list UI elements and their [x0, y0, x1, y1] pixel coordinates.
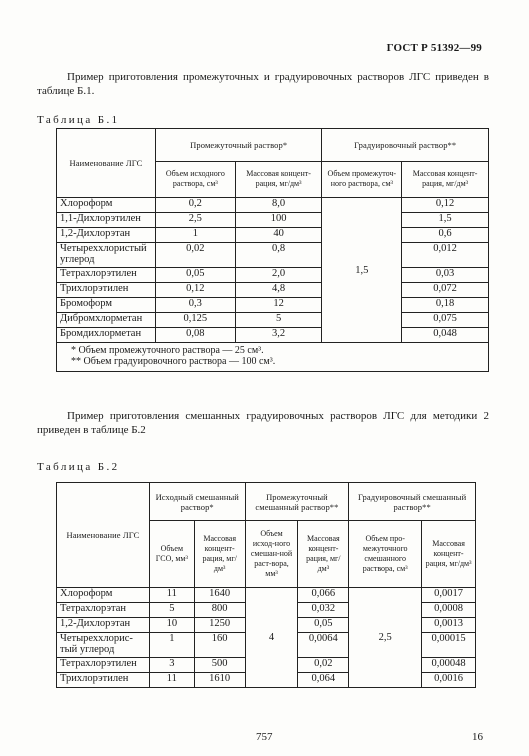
document-header: ГОСТ Р 51392—99	[386, 42, 482, 54]
t1-group-intermediate: Промежуточный раствор*	[155, 129, 321, 162]
t1-cell-volume: 2,5	[155, 213, 235, 228]
table-row	[57, 283, 489, 298]
t1-cell-grad: 0,6	[402, 228, 489, 243]
t1-footnotes	[57, 343, 489, 372]
t2-merged-intermediate-volume: 2,5	[349, 588, 422, 688]
intro-paragraph-1: Пример приготовления промежуточных и градуировочных растворов ЛГС приведен в таблице Б.1.	[37, 71, 489, 97]
t1-sub-concentration: Массовая концент-рация, мг/дм³	[235, 161, 322, 197]
t2-cell-conc1: 1610	[194, 673, 245, 688]
t1-cell-grad: 0,048	[402, 328, 489, 343]
table-b1	[56, 128, 489, 372]
t2-sub-volume-gso: Объем ГСО, мм³	[149, 521, 194, 588]
t1-cell-grad: 0,12	[402, 198, 489, 213]
table-row	[57, 328, 489, 343]
t2-cell-gso: 1	[149, 633, 194, 658]
t1-group-graduation: Градуировочный раствор**	[322, 129, 489, 162]
t1-cell-grad: 0,012	[402, 243, 489, 268]
t1-cell-name: Бромдихлорметан	[57, 328, 156, 343]
t1-cell-name: Трихлорэтилен	[57, 283, 156, 298]
t1-cell-volume: 0,02	[155, 243, 235, 268]
t1-cell-name: Тетрахлорэтилен	[57, 268, 156, 283]
t2-cell-conc3: 0,0016	[422, 673, 476, 688]
t1-cell-name: 1,1-Дихлорэтилен	[57, 213, 156, 228]
t1-cell-grad: 1,5	[402, 213, 489, 228]
t2-merged-source-volume: 4	[245, 588, 298, 688]
t2-col-name-header: Наименование ЛГС	[57, 483, 150, 588]
t1-cell-concentration: 40	[235, 228, 322, 243]
t2-group-source: Исходный смешанный раствор*	[149, 483, 245, 521]
t2-cell-conc2: 0,05	[298, 618, 349, 633]
t1-cell-name: 1,2-Дихлорэтан	[57, 228, 156, 243]
t2-group-graduation: Градуировочный смешанный раствор**	[349, 483, 476, 521]
t2-cell-conc1: 160	[194, 633, 245, 658]
t2-cell-name: 1,2-Дихлорэтан	[57, 618, 150, 633]
t2-cell-conc3: 0,00015	[422, 633, 476, 658]
t1-cell-concentration: 100	[235, 213, 322, 228]
t2-cell-conc1: 1250	[194, 618, 245, 633]
table-row	[57, 213, 489, 228]
t2-sub-concentration-1: Массовая концент-рация, мг/дм³	[194, 521, 245, 588]
t1-sub-volume-intermediate: Объем промежуточ-ного раствора, см³	[322, 161, 402, 197]
t2-cell-name: Четыреххлорис-тый углерод	[57, 633, 150, 658]
t1-cell-volume: 0,2	[155, 198, 235, 213]
table-b2	[56, 482, 476, 688]
table2-caption: Таблица Б.2	[37, 461, 120, 473]
t1-cell-grad: 0,072	[402, 283, 489, 298]
table-row	[57, 298, 489, 313]
t1-cell-concentration: 0,8	[235, 243, 322, 268]
t2-cell-conc1: 500	[194, 658, 245, 673]
t1-cell-name: Бромоформ	[57, 298, 156, 313]
t2-cell-name: Тетрахлорэтилен	[57, 658, 150, 673]
t2-cell-conc2: 0,064	[298, 673, 349, 688]
t2-cell-conc3: 0,0017	[422, 588, 476, 603]
t2-cell-gso: 10	[149, 618, 194, 633]
t1-cell-concentration: 3,2	[235, 328, 322, 343]
t2-cell-conc1: 1640	[194, 588, 245, 603]
t1-cell-volume: 0,125	[155, 313, 235, 328]
t2-cell-gso: 5	[149, 603, 194, 618]
t2-cell-conc3: 0,00048	[422, 658, 476, 673]
t1-cell-name: Четыреххлористый углерод	[57, 243, 156, 268]
t1-cell-grad: 0,03	[402, 268, 489, 283]
table-row	[57, 588, 476, 603]
table-row	[57, 198, 489, 213]
t1-cell-concentration: 8,0	[235, 198, 322, 213]
t2-cell-conc2: 0,0064	[298, 633, 349, 658]
t2-cell-conc3: 0,0008	[422, 603, 476, 618]
t2-sub-concentration-2: Массовая концент-рация, мг/дм³	[298, 521, 349, 588]
table1-caption: Таблица Б.1	[37, 114, 120, 126]
t2-cell-conc2: 0,032	[298, 603, 349, 618]
table-row	[57, 228, 489, 243]
t1-cell-volume: 0,05	[155, 268, 235, 283]
t2-cell-conc1: 800	[194, 603, 245, 618]
t2-sub-volume-intermediate: Объем про-межуточного смешанного раствора, см³	[349, 521, 422, 588]
t2-cell-conc2: 0,02	[298, 658, 349, 673]
intro-paragraph-2: Пример приготовления смешанных градуировочных растворов ЛГС для методики 2 приведен в таблице Б.2	[37, 410, 489, 436]
t1-footnote-1: * Объем промежуточного раствора — 25 см³.	[71, 345, 264, 356]
t2-cell-gso: 11	[149, 588, 194, 603]
t1-cell-grad: 0,075	[402, 313, 489, 328]
t1-sub-concentration-grad: Массовая концент-рация, мг/дм³	[402, 161, 489, 197]
t1-cell-volume: 0,12	[155, 283, 235, 298]
t2-group-intermediate: Промежуточный смешанный раствор**	[245, 483, 349, 521]
t1-cell-concentration: 4,8	[235, 283, 322, 298]
table-row	[57, 268, 489, 283]
t2-cell-gso: 3	[149, 658, 194, 673]
table-row	[57, 243, 489, 268]
t1-cell-concentration: 12	[235, 298, 322, 313]
t1-cell-name: Дибромхлорметан	[57, 313, 156, 328]
t1-cell-name: Хлороформ	[57, 198, 156, 213]
t2-cell-conc3: 0,0013	[422, 618, 476, 633]
t2-cell-conc2: 0,066	[298, 588, 349, 603]
t1-cell-volume: 0,3	[155, 298, 235, 313]
page-number-center: 757	[256, 731, 273, 743]
t2-sub-concentration-3: Массовая концент-рация, мг/дм³	[422, 521, 476, 588]
t1-merged-volume: 1,5	[322, 198, 402, 343]
t1-cell-concentration: 5	[235, 313, 322, 328]
t2-sub-volume-source: Объем исход-ного смешан-ной раст-вора, мм³	[245, 521, 298, 588]
t1-col-name-header: Наименование ЛГС	[57, 129, 156, 198]
t2-cell-name: Трихлорэтилен	[57, 673, 150, 688]
t1-cell-volume: 0,08	[155, 328, 235, 343]
t1-cell-volume: 1	[155, 228, 235, 243]
t2-cell-name: Тетрахлорэтан	[57, 603, 150, 618]
t2-cell-gso: 11	[149, 673, 194, 688]
table-row	[57, 313, 489, 328]
t2-cell-name: Хлороформ	[57, 588, 150, 603]
t1-sub-volume: Объем исходного раствора, см³	[155, 161, 235, 197]
page-number-right: 16	[472, 731, 483, 743]
t1-cell-grad: 0,18	[402, 298, 489, 313]
t1-footnote-2: ** Объем градуировочного раствора — 100 см³.	[71, 356, 276, 367]
t1-cell-concentration: 2,0	[235, 268, 322, 283]
